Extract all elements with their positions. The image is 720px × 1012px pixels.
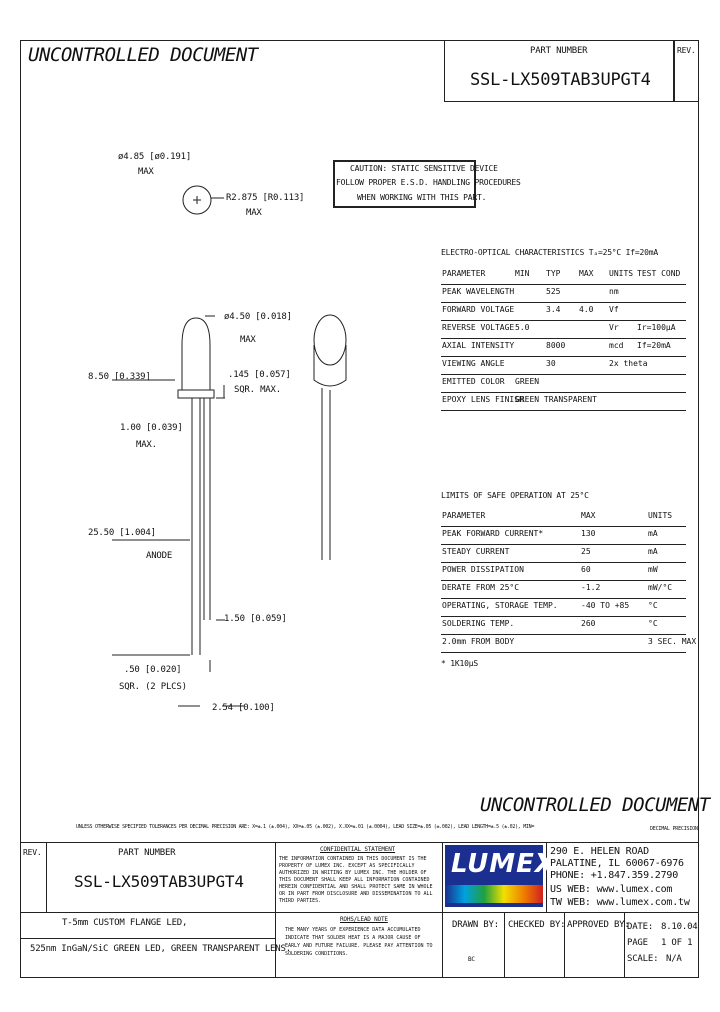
sa-table-row — [441, 544, 686, 563]
tb-confidential-title: CONFIDENTIAL STATEMENT — [320, 846, 396, 853]
tb-vline-logo — [442, 842, 443, 978]
sa-table-cell: MAX — [581, 511, 596, 520]
sa-table-cell: 130 — [581, 529, 596, 538]
eo-table-row — [441, 320, 686, 339]
logo-spectrum-bar — [445, 885, 543, 903]
sa-table-cell: 3 SEC. MAX — [648, 637, 697, 646]
dim-diameter-max: MAX — [138, 167, 154, 177]
dim-radius-max: MAX — [246, 208, 262, 218]
eo-table-cell: GREEN TRANSPARENT — [515, 395, 597, 404]
sa-table-cell: °C — [648, 601, 658, 610]
caution-line1: CAUTION: STATIC SENSITIVE DEVICE — [350, 164, 498, 173]
eo-table-cell: EPOXY LENS FINISH — [442, 395, 524, 404]
dim-stem-max: MAX. — [136, 440, 157, 450]
eo-table-cell: TEST COND — [637, 269, 681, 278]
tb-vline-checked — [504, 912, 505, 978]
sa-table-cell: PEAK FORWARD CURRENT* — [442, 529, 544, 538]
lumex-logo-text: LUMEX — [451, 849, 556, 879]
eo-table-cell: 4.0 — [579, 305, 594, 314]
sa-table-cell: 260 — [581, 619, 596, 628]
sa-table-cell: mW — [648, 565, 658, 574]
sa-table-cell: -40 TO +85 — [581, 601, 630, 610]
eo-table-row — [441, 392, 686, 411]
sa-table-row — [441, 562, 686, 581]
sa-table-cell: °C — [648, 619, 658, 628]
eo-table-cell: 2x theta — [609, 359, 648, 368]
tb-rohs-title: ROHS/LEAD NOTE — [340, 916, 388, 923]
eo-table-row — [441, 302, 686, 321]
sa-table-cell: mW/°C — [648, 583, 673, 592]
eo-table-cell: AXIAL INTENSITY — [442, 341, 515, 350]
tb-vline-part — [275, 842, 276, 978]
dim-flange-note: SQR. MAX. — [234, 385, 281, 395]
sa-table-cell: mA — [648, 529, 658, 538]
tb-phone: PHONE: +1.847.359.2790 — [550, 870, 679, 881]
eo-table-cell: 30 — [546, 359, 556, 368]
eo-table-cell: nm — [609, 287, 619, 296]
tb-date: 8.10.04 — [661, 922, 698, 932]
tb-mid-line — [20, 912, 699, 913]
sa-table-row — [441, 526, 686, 545]
lumex-logo — [445, 845, 556, 907]
eo-table-cell: 525 — [546, 287, 561, 296]
sa-table-row — [441, 634, 697, 653]
tolerance-right: DECIMAL PRECISION — [650, 826, 698, 832]
eo-table-cell: PARAMETER — [442, 269, 486, 278]
sa-table-cell: -1.2 — [581, 583, 601, 592]
eo-table-header-row — [441, 266, 686, 285]
tb-page-label: PAGE — [627, 938, 648, 948]
dim-width-max: MAX — [240, 335, 256, 345]
tb-scale: N/A — [666, 954, 682, 964]
eo-table-cell: GREEN — [515, 377, 540, 386]
sa-table-cell: POWER DISSIPATION — [442, 565, 524, 574]
tolerance-note: UNLESS OTHERWISE SPECIFIED TOLERANCES PER DECIMAL PRECISION ARE: X=±.1 (±.004), XX=±.05 (±.002), X.XX=±.01 (±.0004), LEAD SIZE=±.05 (±.002), LEAD LENGTH=±.5 (±.02), MIN= — [76, 824, 535, 830]
led-iso-view — [314, 315, 346, 365]
caution-line2: FOLLOW PROPER E.S.D. HANDLING PROCEDURES — [336, 178, 521, 187]
label-anode: ANODE — [146, 551, 173, 561]
sa-table-row — [441, 580, 686, 599]
sa-table-cell: 2.0mm FROM BODY — [442, 637, 515, 646]
header-rev-label: REV. — [677, 46, 696, 55]
dim-lead-square: .50 [0.020] — [124, 665, 182, 675]
eo-table-cell: EMITTED COLOR — [442, 377, 505, 386]
sa-table-cell: DERATE FROM 25°C — [442, 583, 520, 592]
tb-top-line — [20, 842, 699, 843]
eo-table-row — [441, 338, 686, 357]
tb-desc-line — [20, 938, 275, 939]
tb-description2: 525nm InGaN/SiC GREEN LED, GREEN TRANSPARENT LENS. — [30, 944, 291, 954]
tb-drawn-by-label: DRAWN BY: — [452, 920, 499, 930]
tb-address2: PALATINE, IL 60067-6976 — [550, 858, 684, 869]
eo-table-cell: 3.4 — [546, 305, 561, 314]
sa-table-header-row — [441, 508, 686, 527]
eo-table-row — [441, 284, 686, 303]
eo-table-cell: If=20mA — [637, 341, 671, 350]
dim-cathode-length: 1.50 [0.059] — [224, 614, 287, 624]
tb-description1: T-5mm CUSTOM FLANGE LED, — [62, 918, 188, 928]
eo-table-cell: Ir=100μA — [637, 323, 676, 332]
led-drawing — [0, 0, 440, 720]
eo-table-row — [441, 374, 686, 393]
eo-table-cell: REVERSE VOLTAGE — [442, 323, 515, 332]
eo-table-cell: 8000 — [546, 341, 566, 350]
tb-address1: 290 E. HELEN ROAD — [550, 846, 649, 857]
tb-web-tw: TW WEB: www.lumex.com.tw — [550, 897, 690, 908]
tb-part-number: SSL-LX509TAB3UPGT4 — [74, 872, 244, 891]
sa-table-row — [441, 598, 686, 617]
watermark-bottom: UNCONTROLLED DOCUMENT — [480, 794, 710, 816]
dim-lead-length: 25.50 [1.004] — [88, 528, 156, 538]
tb-checked-by-label: CHECKED BY: — [508, 920, 566, 930]
watermark-top: UNCONTROLLED DOCUMENT — [28, 44, 258, 66]
sa-table-cell: OPERATING, STORAGE TEMP. — [442, 601, 558, 610]
tb-confidential-text: THE INFORMATION CONTAINED IN THIS DOCUMENT IS THE PROPERTY OF LUMEX INC. EXCEPT AS SPECIFICALLY AUTHORIZED IN WRITING BY LUMEX INC. THE HOLDER OF THIS DOCUMENT SHALL KEEP ALL INFORMATION CONTAINED HEREIN CONFIDENTIAL AND SHALL PROTECT SAME IN WHOLE OR IN PART FROM DISCLOSURE AND DISSEMINATION TO ALL THIRD PARTIES. — [279, 856, 433, 904]
eo-table-title: ELECTRO-OPTICAL CHARACTERISTICS Tₐ=25°C If=20mA — [441, 248, 658, 257]
sa-table-cell: UNITS — [648, 511, 673, 520]
dim-stem: 1.00 [0.039] — [120, 423, 183, 433]
sa-footnote: * 1K10μS — [441, 659, 478, 668]
caution-line3: WHEN WORKING WITH THIS PART. — [357, 193, 487, 202]
tb-web-us: US WEB: www.lumex.com — [550, 884, 673, 895]
tb-rohs-text: THE MANY YEARS OF EXPERIENCE DATA ACCUMULATED INDICATE THAT SOLDER HEAT IS A MAJOR CAUSE OF EARLY AND FUTURE FAILURE. PLEASE PAY ATTENTION TO SOLDERING CONDITIONS. — [285, 927, 433, 957]
tb-rev-label: REV. — [23, 848, 42, 857]
eo-table-cell: UNITS — [609, 269, 634, 278]
header-part-number: SSL-LX509TAB3UPGT4 — [470, 70, 651, 90]
eo-table-cell: Vf — [609, 305, 619, 314]
eo-table-cell: MIN — [515, 269, 530, 278]
dim-diameter: ø4.85 [ø0.191] — [118, 152, 192, 162]
tb-part-number-label: PART NUMBER — [118, 848, 176, 858]
header-part-number-label: PART NUMBER — [530, 46, 588, 56]
led-body-outline — [182, 318, 210, 390]
dim-height: 8.50 [0.339] — [88, 372, 151, 382]
eo-table-cell: TYP — [546, 269, 561, 278]
dim-spacing: 2.54 [0.100] — [212, 703, 275, 713]
sa-table-cell: STEADY CURRENT — [442, 547, 510, 556]
eo-table-row — [441, 356, 686, 375]
dim-radius: R2.875 [R0.113] — [226, 193, 305, 203]
tb-drawn-by: BC — [468, 956, 475, 963]
tb-page: 1 OF 1 — [661, 938, 693, 948]
tb-date-label: DATE: — [627, 922, 654, 932]
dim-lead-square-note: SQR. (2 PLCS) — [119, 682, 187, 692]
eo-table-cell: VIEWING ANGLE — [442, 359, 505, 368]
eo-table-cell: MAX — [579, 269, 594, 278]
sa-table-title: LIMITS OF SAFE OPERATION AT 25°C — [441, 491, 589, 500]
tb-vline-rev — [46, 842, 47, 912]
sa-table-cell: 60 — [581, 565, 591, 574]
eo-table-cell: Vr — [609, 323, 619, 332]
dim-width: ø4.50 [0.018] — [224, 312, 292, 322]
eo-table-cell: mcd — [609, 341, 624, 350]
dim-flange: .145 [0.057] — [228, 370, 291, 380]
sa-table-cell: SOLDERING TEMP. — [442, 619, 515, 628]
eo-table-cell: FORWARD VOLTAGE — [442, 305, 515, 314]
sa-table-cell: 25 — [581, 547, 591, 556]
sa-table-cell: mA — [648, 547, 658, 556]
eo-table-cell: PEAK WAVELENGTH — [442, 287, 515, 296]
sa-table-row — [441, 616, 686, 635]
sa-table-cell: PARAMETER — [442, 511, 486, 520]
tb-approved-by-label: APPROVED BY: — [567, 920, 630, 930]
tb-scale-label: SCALE: — [627, 954, 659, 964]
eo-table-cell: 5.0 — [515, 323, 530, 332]
